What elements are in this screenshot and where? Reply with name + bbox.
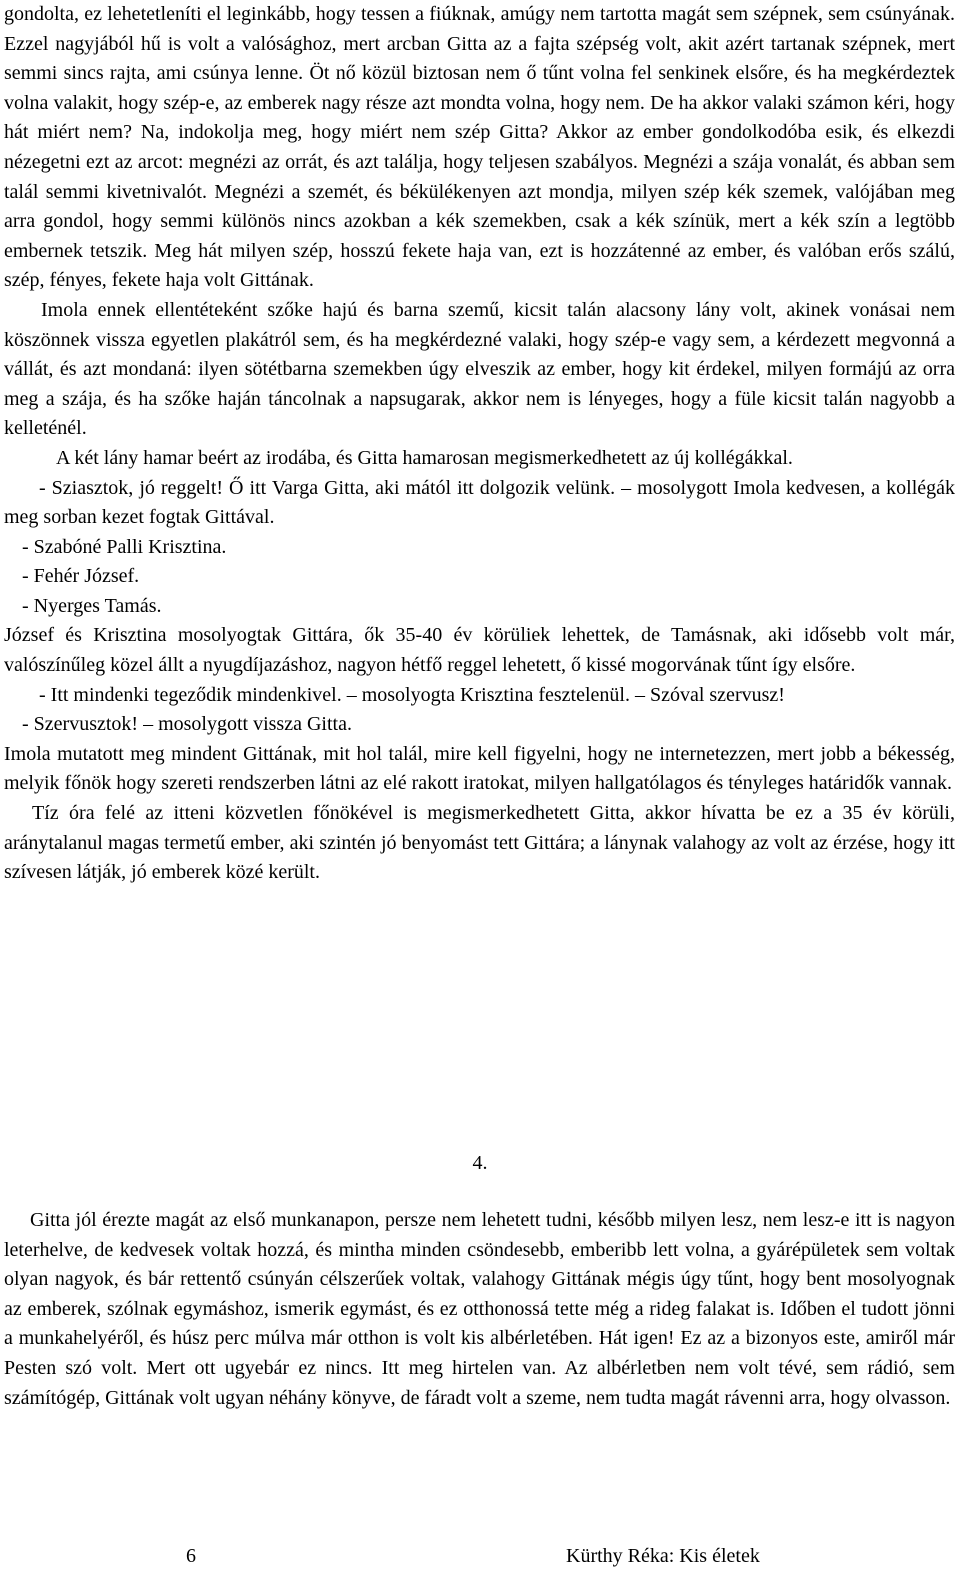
footer-book-title: Kürthy Réka: Kis életek [566,1545,760,1567]
paragraph-first-workday: Gitta jól érezte magát az első munkanapon, persze nem lehetett tudni, később milyen lesz, nem lesz-e itt is nagyon leterhelve, de kedvesek voltak hozzá, és mintha minden csöndesebb, emberibb lett volna, a gyárépületek sem voltak olyan nagyok, és bár rettentő csúnyán célszerűek voltak, valahogy Gittának mégis úgy tűnt, hogy bent mosolyognak az emberek, szólnak egymáshoz, ismerik egymást, és ez otthonossá tette még a rideg falakat is. Időben el tudott jönni a munkahelyéről, és húsz perc múlva már otthon is volt kis albérletében. Hát igen! Ez az a bizonyos este, amiről már Pesten szó volt. Mert ott ugyebár ez nincs. Itt meg hirtelen van. Az albérletben nem volt tévé, sem rádió, sem számítógép, Gittának volt ugyan néhány könyve, de fáradt volt a szeme, nem tudta magát rávenni arra, hogy olvasson. [4,1209,955,1409]
paragraph-szervusztok: - Szervusztok! – mosolygott vissza Gitta. [22,713,352,736]
paragraph-tegezodes: - Itt mindenki tegeződik mindenkivel. – mosolyogta Krisztina fesztelenül. – Szóval szervusz! [39,683,785,706]
paragraph-colleague-krisztina: - Szabóné Palli Krisztina. [22,535,227,558]
paragraph-colleague-jozsef: - Fehér József. [22,565,140,588]
paragraph-imola-appearance: Imola ennek ellentéteként szőke hajú és barna szemű, kicsit talán alacsony lány volt, akinek vonásai nem köszönnek vissza egyetlen plakátról sem, és ha megkérdezné valaki, hogy szép-e vagy sem, a kérdezett megvonná a vállát, és azt mondaná: ilyen sötétbarna szemekben úgy elveszik az ember, hogy kit érdekel, milyen formájú az orra meg a szája, és ha szőke haján táncolnak a napsugarak, akkor nem is lényeges, hogy a füle kicsit talán nagyobb a kelleténél. [4,298,955,440]
chapter-body [4,1206,955,1413]
page-body [4,0,955,888]
paragraph-imola-shows: Imola mutatott meg mindent Gittának, mit hol talál, mire kell figyelni, hogy ne internetezzen, mert jobb a békesség, melyik főnök hogy szereti rendszerben látni az elé rakott iratokat, milyen hallgatólagos és tényleges határidők vannak. [4,742,955,795]
paragraph-colleague-tamas: - Nyerges Tamás. [22,594,162,617]
page-number: 6 [186,1545,196,1567]
paragraph-gitta-appearance: gondolta, ez lehetetleníti el leginkább, hogy tessen a fiúknak, amúgy nem tartotta magát sem szépnek, sem csúnyának. Ezzel nagyjából hű is volt a valósághoz, mert arcban Gitta az a fajta szépség volt, akit azért tartanak szépnek, mert semmi sincs rajta, ami csúnya lenne. Öt nő közül biztosan nem ő tűnt volna fel senkinek elsőre, és ha megkérdeztek volna valakit, hogy szép-e, az emberek nagy része azt mondta volna, hogy nem. De ha akkor valaki számon kéri, hogy hát miért nem? Na, indokolja meg, hogy miért nem szép Gitta? Akkor az ember gondolkodóba esik, és elkezdi nézegetni ezt az arcot: megnézi az orrát, és azt találja, hogy teljesen szabályos. Megnézi a szája vonalát, és abban sem talál semmi kivetnivalót. Megnézi a szemét, és békülékenyen azt mondja, milyen szép kék szemek, valójában meg arra gondol, hogy semmi különös nincs azokban a kék szemekben, csak a kék színük, mert a kék szín a legtöbb embernek tetszik. Meg hát milyen szép, hosszú fekete haja van, ezt is hozzátenné az ember, és valóban erős szálú, szép, fényes, fekete haja volt Gittának. [4,3,955,292]
paragraph-boss-meeting: Tíz óra felé az itteni közvetlen főnökével is megismerkedhetett Gitta, akkor hívatta be ez a 35 év körüli, aránytalanul magas termetű ember, aki szintén jó benyomást tett Gittára; a lánynak valahogy az volt az érzése, hogy itt szívesen látják, jó emberek közé került. [4,802,955,884]
paragraph-arrival-office: A két lány hamar beért az irodába, és Gitta hamarosan megismerkedhetett az új kollégákkal. [56,446,793,469]
paragraph-greeting: - Sziasztok, jó reggelt! Ő itt Varga Gitta, aki mától itt dolgozik velünk. – mosolygott Imola kedvesen, a kollégák meg sorban kezet fogtak Gittával. [4,476,955,529]
chapter-number: 4. [472,1152,488,1174]
page-footer [0,1541,960,1571]
paragraph-colleagues-description: József és Krisztina mosolyogtak Gittára, ők 35-40 év körüliek lehettek, de Tamásnak, aki idősebb volt már, valószínűleg közel állt a nyugdíjazáshoz, nagyon hétfő reggel lehetett, ő kissé mogorvának tűnt így elsőre. [4,624,955,677]
